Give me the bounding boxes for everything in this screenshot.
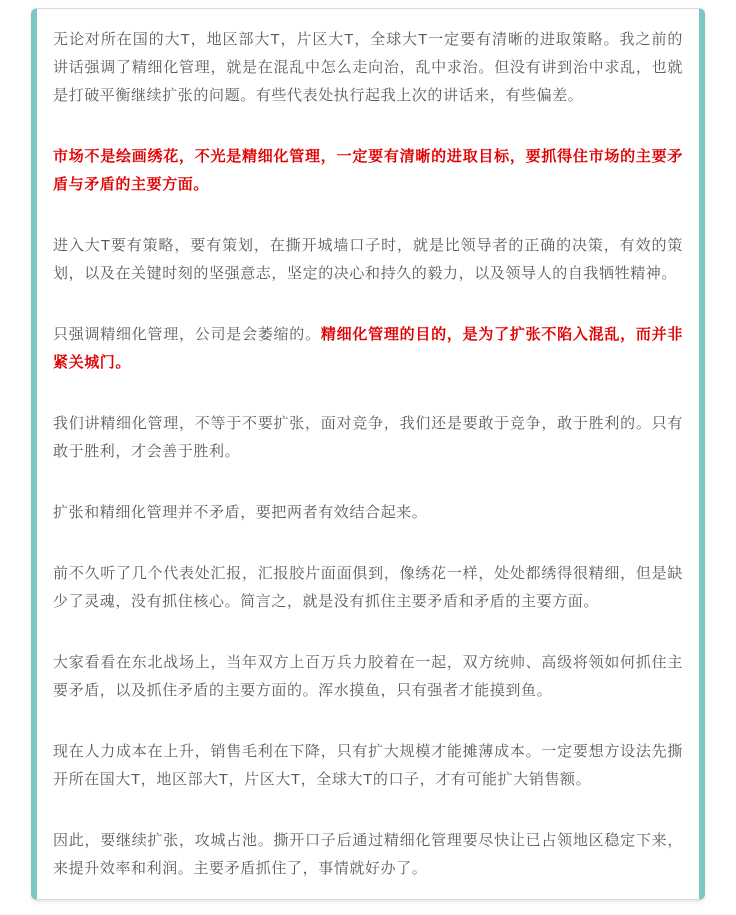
paragraph: 大家看看在东北战场上，当年双方上百万兵力胶着在一起，双方统帅、高级将领如何抓住主要矛盾，以及抓住矛盾的主要方面的。浑水摸鱼，只有强者才能摸到鱼。 [53, 654, 683, 699]
paragraph: 扩张和精细化管理并不矛盾，要把两者有效结合起来。 [53, 504, 428, 521]
paragraph-normal-segment: 只强调精细化管理，公司是会萎缩的。 [53, 326, 321, 343]
paragraph: 无论对所在国的大T，地区部大T，片区大T，全球大T一定要有清晰的进取策略。我之前的讲话强调了精细化管理，就是在混乱中怎么走向治，乱中求治。但没有讲到治中求乱，也就是打破平衡继续扩张的问题。有些代表处执行起我上次的讲话来，有些偏差。 [53, 31, 683, 104]
paragraph-highlight: 市场不是绘画绣花，不光是精细化管理，一定要有清晰的进取目标，要抓得住市场的主要矛盾与矛盾的主要方面。 [53, 148, 683, 193]
paragraph-highlight-segment: 精细化管理的目的，是为了扩张不陷入混乱，而并非紧关城门。 [53, 326, 683, 371]
article-card [31, 8, 705, 900]
paragraph: 现在人力成本在上升，销售毛利在下降，只有扩大规模才能摊薄成本。一定要想方设法先撕开所在国大T，地区部大T，片区大T，全球大T的口子，才有可能扩大销售额。 [53, 743, 683, 788]
paragraph: 我们讲精细化管理，不等于不要扩张，面对竞争，我们还是要敢于竞争，敢于胜利的。只有敢于胜利，才会善于胜利。 [53, 415, 683, 460]
paragraph: 进入大T要有策略，要有策划，在撕开城墙口子时，就是比领导者的正确的决策，有效的策划，以及在关键时刻的坚强意志，坚定的决心和持久的毅力，以及领导人的自我牺牲精神。 [53, 237, 683, 282]
paragraph: 因此，要继续扩张，攻城占池。撕开口子后通过精细化管理要尽快让已占领地区稳定下来，来提升效率和利润。主要矛盾抓住了，事情就好办了。 [53, 832, 683, 877]
paragraph: 前不久听了几个代表处汇报，汇报胶片面面俱到，像绣花一样，处处都绣得很精细，但是缺少了灵魂，没有抓住核心。简言之，就是没有抓住主要矛盾和矛盾的主要方面。 [53, 565, 683, 610]
paragraph-mixed [53, 321, 683, 377]
